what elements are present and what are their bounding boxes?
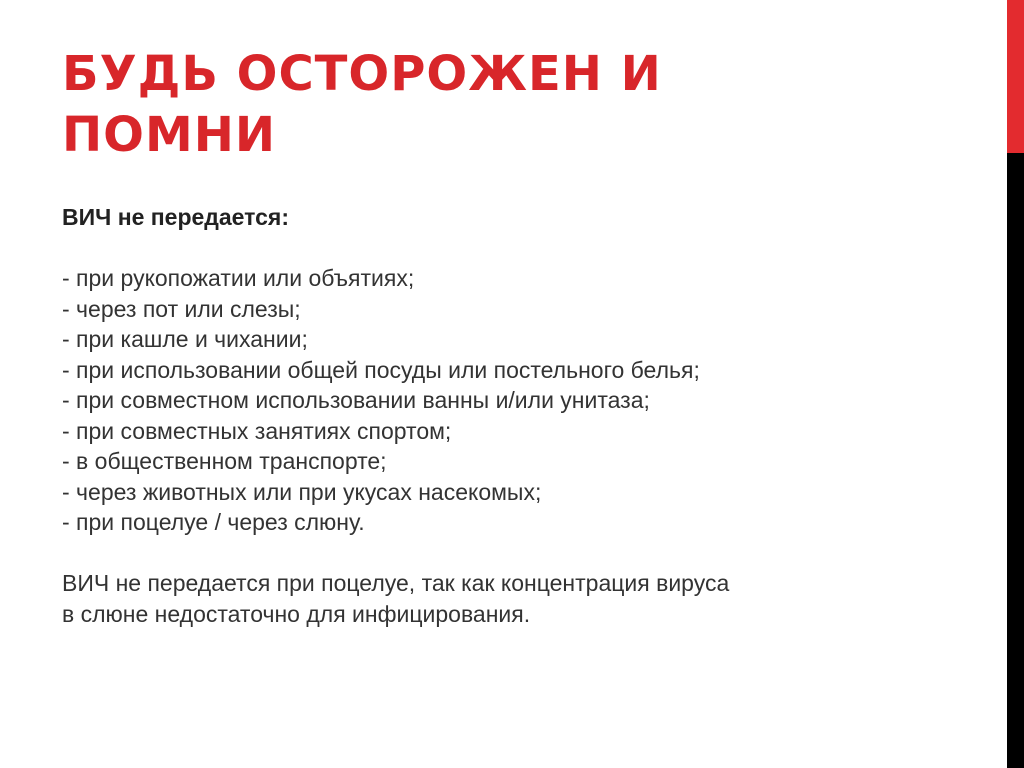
list-item: - при совместном использовании ванны и/или унитаза; xyxy=(62,387,650,413)
list-item: - при совместных занятиях спортом; xyxy=(62,417,452,444)
slide-content xyxy=(62,202,992,629)
slide-title xyxy=(62,44,982,166)
note-line-2: в слюне недостаточно для инфицирования. xyxy=(62,600,531,627)
title-line-2: ПОМНИ xyxy=(62,107,277,163)
list-item: - через животных или при укусах насекомых; xyxy=(62,478,542,505)
list-item: - в общественном транспорте; xyxy=(62,448,387,474)
note-line-1: ВИЧ не передается при поцелуе, так как концентрация вируса xyxy=(62,570,730,596)
title-line-1: БУДЬ ОСТОРОЖЕН И xyxy=(62,46,662,102)
list-item: - через пот или слезы; xyxy=(62,295,301,322)
note-paragraph xyxy=(62,568,992,629)
accent-bar-red xyxy=(1007,0,1024,153)
transmission-list xyxy=(62,263,992,538)
subheading: ВИЧ не передается: xyxy=(62,204,290,230)
list-item: - при поцелуе / через слюну. xyxy=(62,509,365,535)
list-item: - при использовании общей посуды или постельного белья; xyxy=(62,356,700,383)
list-item: - при рукопожатии или объятиях; xyxy=(62,265,415,291)
accent-bar-dark xyxy=(1007,153,1024,768)
list-item: - при кашле и чихании; xyxy=(62,326,308,352)
